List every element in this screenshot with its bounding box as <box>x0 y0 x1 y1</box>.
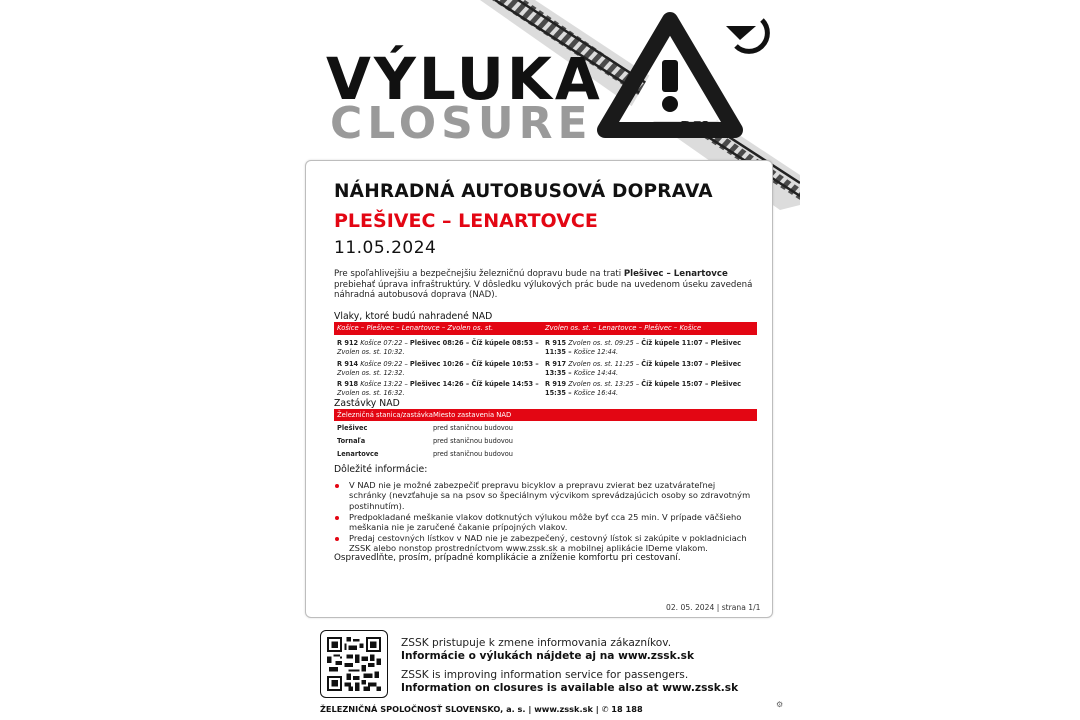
train-row: R 912 Košice 07:22 – Plešivec 08:26 – Číž kúpele 08:53 – Zvolen os. st. 10:32. <box>337 339 539 356</box>
stops-header-bar <box>334 409 757 421</box>
info-item: Predpokladané meškanie vlakov dotknutých výlukou môže byť cca 25 min. V prípade väčšieho meškania nie je zaručené čakanie prípojných vlakov. <box>334 512 754 533</box>
direction-right-label: Zvolen os. st. – Lenartovce – Plešivec – Košice <box>545 324 702 332</box>
qr-code <box>320 630 388 698</box>
footer-sk-line1: ZSSK pristupuje k zmene informovania zákazníkov. <box>401 637 672 649</box>
info-item: Predaj cestovných lístkov v NAD nie je zabezpečený, cestovný lístok si zakúpite v pokladniciach ZSSK alebo nonstop prostredníctvom www.zssk.sk a mobilnej aplikácie IDeme vlakom. <box>334 533 754 554</box>
stop-station: Tornaľa <box>337 437 366 445</box>
qr-code-icon <box>327 637 381 691</box>
train-row: R 918 Košice 13:22 – Plešivec 14:26 – Číž kúpele 14:53 – Zvolen os. st. 16:32. <box>337 380 539 397</box>
stop-station: Lenartovce <box>337 450 379 458</box>
stop-place: pred staničnou budovou <box>433 437 513 445</box>
stops-col-place: Miesto zastavenia NAD <box>433 411 512 419</box>
train-row: R 919 Zvolen os. st. 13:25 – Číž kúpele 15:07 – Plešivec 15:35 – Košice 16:44. <box>545 380 742 397</box>
info-item: V NAD nie je možné zabezpečiť prepravu bicyklov a prepravu zvierat bez uzatvárateľnej schránky (nevzťahuje sa na psov so špeciálnym výcvikom sprevádzajúcich osoby so zdravotným postihnutím). <box>334 480 754 511</box>
stops-section-title: Zastávky NAD <box>334 398 400 409</box>
footer-en-line2: Information on closures is available also at www.zssk.sk <box>401 682 739 694</box>
company-line: ŽELEZNIČNÁ SPOLOČNOSŤ SLOVENSKO, a. s. | www.zssk.sk | ✆ 18 188 <box>320 704 643 714</box>
trains-header-bar <box>334 322 757 335</box>
closure-date: 11.05.2024 <box>334 238 437 258</box>
intro-route-bold: Plešivec – Lenartovce <box>623 269 728 279</box>
info-title: Dôležité informácie: <box>334 464 428 475</box>
stop-place: pred staničnou budovou <box>433 450 513 458</box>
zssk-logo-icon <box>722 16 776 54</box>
stops-col-station: Železničná stanica/zastávka <box>337 411 433 419</box>
train-row: R 917 Zvolen os. st. 11:25 – Číž kúpele 13:07 – Plešivec 13:35 – Košice 14:44. <box>545 360 742 377</box>
info-list <box>334 480 754 554</box>
settings-gear-icon: ⚙ <box>776 700 784 709</box>
trains-section-title: Vlaky, ktoré budú nahradené NAD <box>334 311 493 322</box>
train-row: R 914 Košice 09:22 – Plešivec 10:26 – Číž kúpele 10:53 – Zvolen os. st. 12:32. <box>337 360 539 377</box>
stop-station: Plešivec <box>337 424 368 432</box>
title-en: CLOSURE <box>330 98 593 149</box>
stop-place: pred staničnou budovou <box>433 424 513 432</box>
intro-text-1: Pre spoľahlivejšiu a bezpečnejšiu železničnú dopravu bude na trati <box>334 269 624 279</box>
footer-sk-line2: Informácie o výlukách nájdete aj na www.zssk.sk <box>401 650 694 662</box>
notice-heading: NÁHRADNÁ AUTOBUSOVÁ DOPRAVA <box>334 181 713 202</box>
direction-left-label: Košice – Plešivec – Lenartovce – Zvolen os. st. <box>337 324 494 332</box>
intro-paragraph <box>334 269 760 301</box>
route-title: PLEŠIVEC – LENARTOVCE <box>334 210 598 232</box>
apology-text: Ospravedlňte, prosím, prípadné komplikácie a zníženie komfortu pri cestovaní. <box>334 553 681 563</box>
title-sk: VÝLUKA <box>326 45 603 113</box>
notice-footer-date: 02. 05. 2024 | strana 1/1 <box>666 603 761 612</box>
train-row: R 915 Zvolen os. st. 09:25 – Číž kúpele 11:07 – Plešivec 11:35 – Košice 12:44. <box>545 339 742 356</box>
footer-en-line1: ZSSK is improving information service for passengers. <box>401 669 689 681</box>
intro-text-2: prebiehať úprava infraštruktúry. V dôsledku výlukových prác bude na uvedenom úseku zavedená náhradná autobusová doprava (NAD). <box>334 279 753 301</box>
